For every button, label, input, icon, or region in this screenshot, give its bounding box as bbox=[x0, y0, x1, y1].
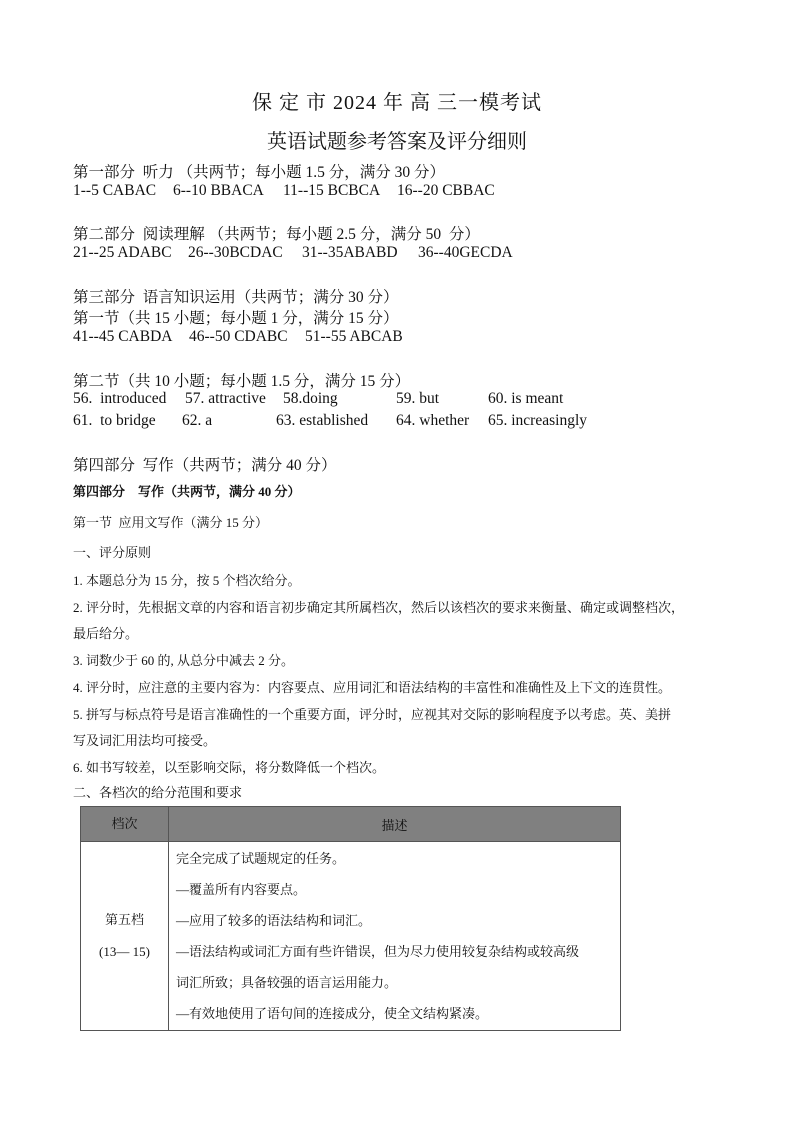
answer-item: 65. increasingly bbox=[488, 412, 588, 429]
description-line: —语法结构或词汇方面有些许错误，但为尽力使用较复杂结构或较高级 bbox=[176, 944, 580, 959]
answer-item: 62. a bbox=[182, 412, 213, 429]
part3-section1-heading: 第一节（共 15 小题；每小题 1 分，满分 15 分） bbox=[73, 310, 399, 327]
level-range: (13— 15) bbox=[99, 944, 150, 959]
principle-item: 3. 词数少于 60 的, 从总分中减去 2 分。 bbox=[73, 653, 295, 668]
part3-section2-heading: 第二节（共 10 小题；每小题 1.5 分，满分 15 分） bbox=[73, 373, 411, 390]
answer-group: 11--15 BCBCA bbox=[283, 182, 381, 199]
answer-item: 57. attractive bbox=[185, 390, 266, 407]
answer-item: 58.doing bbox=[283, 390, 338, 407]
part4-section1-heading: 第一节 应用文写作（满分 15 分） bbox=[73, 515, 269, 530]
answer-group: 31--35ABABD bbox=[302, 244, 398, 261]
answer-item: 64. whether bbox=[396, 412, 470, 429]
answer-item: 63. established bbox=[276, 412, 369, 429]
description-cell bbox=[169, 842, 621, 1031]
table-header-row bbox=[81, 807, 621, 842]
description-line: —覆盖所有内容要点。 bbox=[176, 882, 307, 897]
description-line: 完全完成了试题规定的任务。 bbox=[176, 851, 346, 866]
answer-item: 59. but bbox=[396, 390, 440, 407]
principles-heading: 一、评分原则 bbox=[73, 545, 152, 560]
part4-heading-bold: 第四部分 写作（共两节，满分 40 分） bbox=[73, 484, 301, 499]
principle-item: 4. 评分时，应注意的主要内容为：内容要点、应用词汇和语法结构的丰富性和准确性及上下文的连贯性。 bbox=[73, 680, 672, 695]
page-title: 保 定 市 2024 年 高 三一模考试 bbox=[252, 92, 542, 114]
table-header-level: 档次 bbox=[81, 807, 169, 842]
principle-item: 5. 拼写与标点符号是语言准确性的一个重要方面，评分时，应视其对交际的影响程度予以考虑。英、美拼 bbox=[73, 707, 672, 722]
answer-group: 21--25 ADABC bbox=[73, 244, 172, 261]
principle-item: 6. 如书写较差，以至影响交际，将分数降低一个档次。 bbox=[73, 760, 386, 775]
answer-group: 36--40GECDA bbox=[418, 244, 513, 261]
level-name: 第五档 bbox=[104, 912, 144, 927]
part1-heading: 第一部分 听力 （共两节；每小题 1.5 分，满分 30 分） bbox=[73, 164, 446, 181]
answer-group: 41--45 CABDA bbox=[73, 328, 173, 345]
answer-item: 56. introduced bbox=[73, 390, 167, 407]
grading-table bbox=[80, 806, 621, 1031]
answer-group: 46--50 CDABC bbox=[189, 328, 288, 345]
description-line: 词汇所致；具备较强的语言运用能力。 bbox=[176, 975, 398, 990]
answer-group: 51--55 ABCAB bbox=[305, 328, 403, 345]
table-header-description: 描述 bbox=[169, 807, 621, 842]
part3-heading: 第三部分 语言知识运用（共两节；满分 30 分） bbox=[73, 289, 399, 306]
description-line: —有效地使用了语句间的连接成分，使全文结构紧凑。 bbox=[176, 1006, 489, 1021]
answer-group: 26--30BCDAC bbox=[188, 244, 283, 261]
principle-item: 写及词汇用法均可接受。 bbox=[73, 733, 217, 748]
table-row bbox=[81, 842, 621, 1031]
part4-heading: 第四部分 写作（共两节；满分 40 分） bbox=[73, 457, 337, 474]
answer-group: 16--20 CBBAC bbox=[397, 182, 495, 199]
principle-item: 2. 评分时，先根据文章的内容和语言初步确定其所属档次，然后以该档次的要求来衡量、确定或调整档次， bbox=[73, 600, 685, 615]
answer-group: 6--10 BBACA bbox=[173, 182, 264, 199]
level-cell bbox=[81, 842, 169, 1031]
principle-item: 最后给分。 bbox=[73, 626, 139, 641]
answer-item: 60. is meant bbox=[488, 390, 564, 407]
answer-group: 1--5 CABAC bbox=[73, 182, 157, 199]
page-subtitle: 英语试题参考答案及评分细则 bbox=[267, 131, 527, 153]
principle-item: 1. 本题总分为 15 分，按 5 个档次给分。 bbox=[73, 573, 301, 588]
description-line: —应用了较多的语法结构和词汇。 bbox=[176, 913, 372, 928]
levels-heading: 二、各档次的给分范围和要求 bbox=[73, 785, 243, 800]
part2-heading: 第二部分 阅读理解 （共两节；每小题 2.5 分，满分 50 分） bbox=[73, 226, 480, 243]
answer-item: 61. to bridge bbox=[73, 412, 156, 429]
